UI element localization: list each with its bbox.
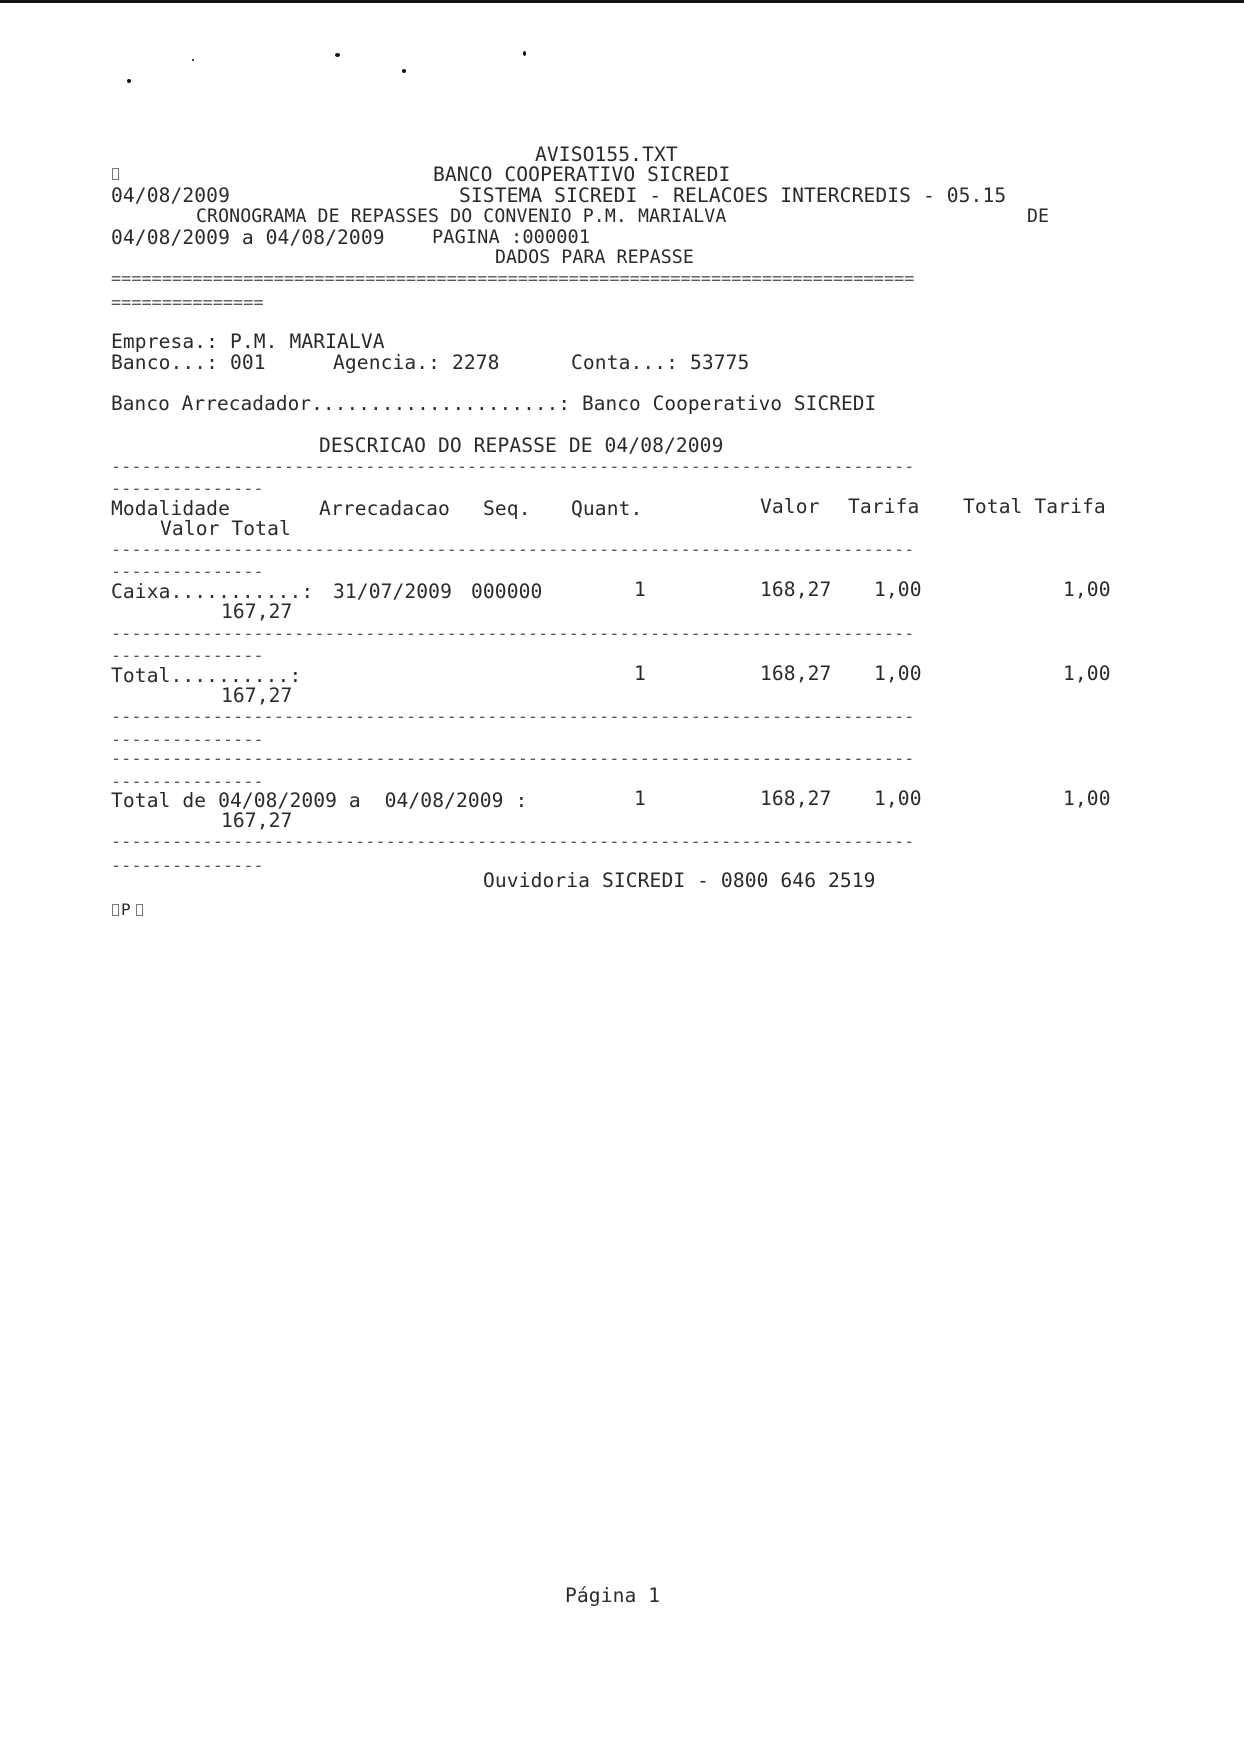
- row-caixa-label: Caixa...........:: [111, 580, 314, 603]
- grand-total-valor-total: 167,27: [221, 809, 293, 832]
- dash-separator-tail: ---------------: [111, 855, 264, 875]
- control-glyph-icon: [136, 904, 143, 916]
- row-caixa-valor-total: 167,27: [221, 600, 293, 623]
- header-date: 04/08/2009: [111, 184, 230, 207]
- row-total-quant: 1: [634, 662, 646, 685]
- column-header-modalidade: Modalidade: [111, 497, 230, 520]
- scan-speck: [192, 59, 194, 61]
- double-separator: ===============================================================================: [111, 268, 915, 288]
- header-bank-name: BANCO COOPERATIVO SICREDI: [433, 163, 731, 186]
- row-caixa-tarifa: 1,00: [874, 578, 922, 601]
- dash-separator-tail: ---------------: [111, 478, 264, 498]
- control-char: P: [121, 900, 131, 919]
- dash-separator-tail: ---------------: [111, 561, 264, 581]
- row-caixa-total-tarifa: 1,00: [1063, 578, 1111, 601]
- grand-total-label: Total de 04/08/2009 a 04/08/2009 :: [111, 789, 528, 812]
- dash-separator: -------------------------------------------------------------------------------: [111, 706, 915, 726]
- ouvidoria-contact: Ouvidoria SICREDI - 0800 646 2519: [483, 869, 876, 892]
- column-header-seq: Seq.: [483, 497, 531, 520]
- dash-separator-tail: ---------------: [111, 645, 264, 665]
- page-number: Página 1: [565, 1584, 661, 1607]
- header-de-label: DE: [1027, 206, 1050, 227]
- column-header-valor-total: Valor Total: [160, 517, 291, 540]
- header-filename: AVISO155.TXT: [535, 143, 678, 166]
- description-title: DESCRICAO DO REPASSE DE 04/08/2009: [319, 434, 724, 457]
- grand-total-total-tarifa: 1,00: [1063, 787, 1111, 810]
- company-agencia: Agencia.: 2278: [333, 351, 500, 374]
- control-glyph-icon: [112, 168, 119, 180]
- column-header-quant: Quant.: [571, 497, 643, 520]
- company-conta: Conta...: 53775: [571, 351, 750, 374]
- grand-total-valor: 168,27: [760, 787, 832, 810]
- control-glyph-icon: [112, 904, 119, 916]
- dash-separator: -------------------------------------------------------------------------------: [111, 456, 915, 476]
- dash-separator: -------------------------------------------------------------------------------: [111, 539, 915, 559]
- company-collector: Banco Arrecadador.....................: Banco Cooperativo SICREDI: [111, 392, 877, 415]
- grand-total-quant: 1: [634, 787, 646, 810]
- scan-speck: [127, 79, 131, 83]
- header-period: 04/08/2009 a 04/08/2009: [111, 226, 385, 249]
- dash-separator: -------------------------------------------------------------------------------: [111, 623, 915, 643]
- scan-speck: [335, 53, 340, 57]
- row-caixa-quant: 1: [634, 578, 646, 601]
- header-system: SISTEMA SICREDI - RELACOES INTERCREDIS - 05.15: [459, 184, 1007, 207]
- header-schedule: CRONOGRAMA DE REPASSES DO CONVENIO P.M. MARIALVA: [196, 206, 727, 227]
- row-total-label: Total..........:: [111, 664, 302, 687]
- row-total-tarifa: 1,00: [874, 662, 922, 685]
- grand-total-tarifa: 1,00: [874, 787, 922, 810]
- column-header-arrecadacao: Arrecadacao: [319, 497, 450, 520]
- column-header-valor: Valor: [760, 495, 820, 518]
- header-page-label: PAGINA :000001: [432, 227, 591, 248]
- header-section-title: DADOS PARA REPASSE: [495, 247, 694, 268]
- scan-speck: [523, 51, 526, 56]
- row-caixa-valor: 168,27: [760, 578, 832, 601]
- scan-speck: [402, 69, 406, 73]
- scan-top-edge: [0, 0, 1244, 3]
- dash-separator-tail: ---------------: [111, 729, 264, 749]
- row-total-total-tarifa: 1,00: [1063, 662, 1111, 685]
- row-caixa-seq: 000000: [471, 580, 543, 603]
- row-total-valor-total: 167,27: [221, 684, 293, 707]
- company-empresa: Empresa.: P.M. MARIALVA: [111, 330, 385, 353]
- double-separator-tail: ===============: [111, 292, 264, 312]
- company-banco: Banco...: 001: [111, 351, 266, 374]
- row-caixa-arrecadacao: 31/07/2009: [333, 580, 452, 603]
- row-total-valor: 168,27: [760, 662, 832, 685]
- column-header-total-tarifa: Total Tarifa: [963, 495, 1106, 518]
- dash-separator-tail: ---------------: [111, 771, 264, 791]
- dash-separator: -------------------------------------------------------------------------------: [111, 831, 915, 851]
- column-header-tarifa: Tarifa: [848, 495, 920, 518]
- dash-separator: -------------------------------------------------------------------------------: [111, 748, 915, 768]
